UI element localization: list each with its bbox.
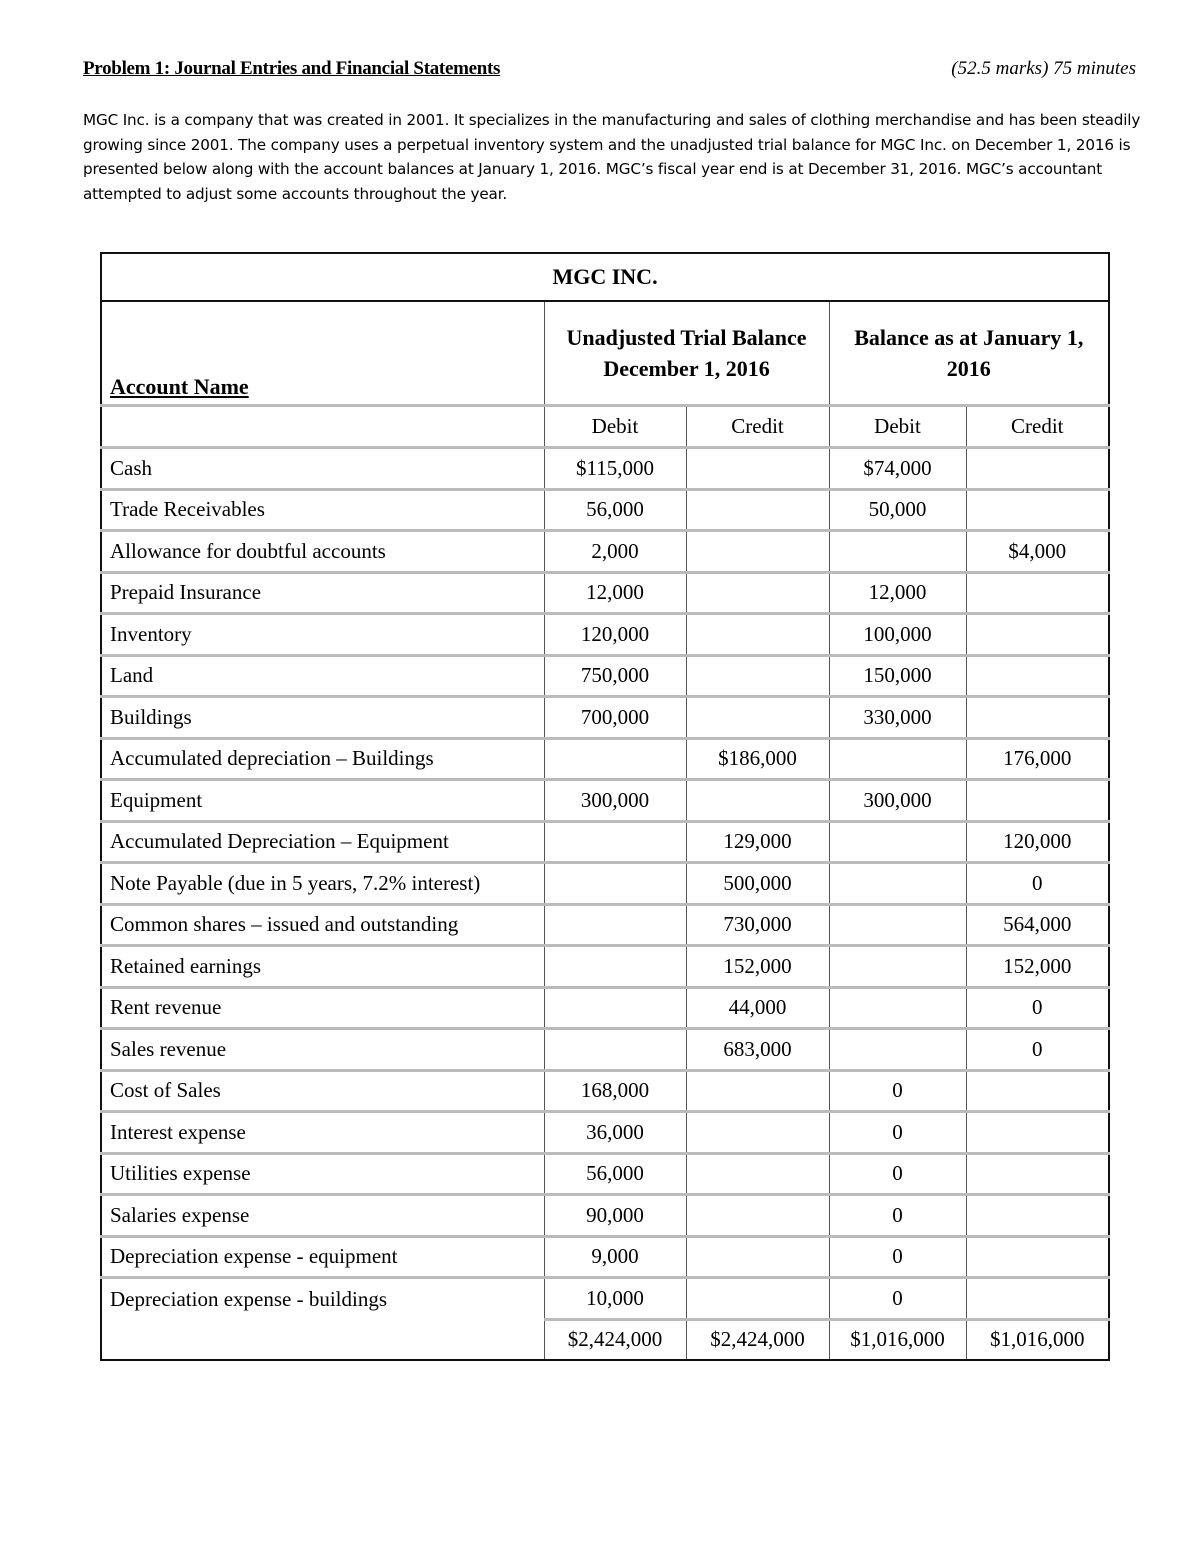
account-name-header-label: Account Name	[110, 374, 249, 399]
account-name-cell: Interest expense	[101, 1112, 544, 1154]
account-name-cell: Depreciation expense - buildings	[101, 1278, 544, 1320]
dec-credit-cell: 500,000	[686, 863, 829, 905]
jan-debit-cell: 300,000	[829, 780, 966, 822]
table-row	[101, 1236, 1109, 1278]
jan-debit-cell: 12,000	[829, 572, 966, 614]
account-name-cell: Buildings	[101, 697, 544, 739]
account-name-cell: Retained earnings	[101, 946, 544, 988]
dec-credit-cell	[686, 1195, 829, 1237]
jan-credit-cell	[966, 780, 1109, 822]
account-name-cell: Note Payable (due in 5 years, 7.2% interest)	[101, 863, 544, 905]
dec-credit-cell	[686, 448, 829, 490]
dec-credit-cell	[686, 780, 829, 822]
dec-credit-cell	[686, 1153, 829, 1195]
account-name-header	[101, 301, 544, 406]
dec-credit-cell: 683,000	[686, 1029, 829, 1071]
totals-row	[101, 1319, 1109, 1360]
dec-credit-cell	[686, 572, 829, 614]
jan-debit-cell: 0	[829, 1112, 966, 1154]
dec-debit-cell: 56,000	[544, 1153, 686, 1195]
dec-debit-cell: 10,000	[544, 1278, 686, 1320]
account-name-cell: Inventory	[101, 614, 544, 656]
total-dec-credit: $2,424,000	[686, 1319, 829, 1360]
jan-credit-cell: 0	[966, 863, 1109, 905]
jan-credit-cell: 176,000	[966, 738, 1109, 780]
balance-jan1-header: Balance as at January 1, 2016	[829, 301, 1109, 406]
dec-credit-cell	[686, 697, 829, 739]
intro-paragraph: MGC Inc. is a company that was created in 2001. It specializes in the manufacturing and sales of clothing merchandise and has been steadily growing since 2001. The company uses a perpetual inventory system and the unadjusted trial balance for MGC Inc. on December 1, 2016 is presented below along with the account balances at January 1, 2016. MGC’s fiscal year end is at December 31, 2016. MGC’s accountant attempted to adjust some accounts throughout the year.	[83, 111, 1141, 203]
jan-credit-cell	[966, 1112, 1109, 1154]
account-name-cell: Utilities expense	[101, 1153, 544, 1195]
account-name-cell: Prepaid Insurance	[101, 572, 544, 614]
dec-debit-cell: 36,000	[544, 1112, 686, 1154]
debit-credit-header-row	[101, 406, 1109, 448]
table-row	[101, 1153, 1109, 1195]
dec-credit-cell: 730,000	[686, 904, 829, 946]
dec-credit-cell	[686, 1278, 829, 1320]
table-row	[101, 531, 1109, 573]
jan-debit-cell: 150,000	[829, 655, 966, 697]
blank-header-cell	[101, 406, 544, 448]
account-name-cell: Rent revenue	[101, 987, 544, 1029]
account-name-cell: Cash	[101, 448, 544, 490]
problem-header	[83, 58, 1138, 84]
table-row	[101, 946, 1109, 988]
dec-debit-cell: $115,000	[544, 448, 686, 490]
dec-debit-cell	[544, 1029, 686, 1071]
jan-credit-cell: 120,000	[966, 821, 1109, 863]
account-name-cell: Trade Receivables	[101, 489, 544, 531]
jan-credit-cell	[966, 697, 1109, 739]
jan-credit-cell	[966, 655, 1109, 697]
dec-debit-header: Debit	[544, 406, 686, 448]
table-row	[101, 1070, 1109, 1112]
table-row	[101, 863, 1109, 905]
table-row	[101, 448, 1109, 490]
column-group-header-row	[101, 301, 1109, 406]
jan-credit-cell: 0	[966, 987, 1109, 1029]
jan-credit-header: Credit	[966, 406, 1109, 448]
dec-credit-cell	[686, 1236, 829, 1278]
dec-debit-cell	[544, 821, 686, 863]
jan-debit-cell: 330,000	[829, 697, 966, 739]
table-row	[101, 780, 1109, 822]
table-title-row	[101, 253, 1109, 301]
jan-credit-cell	[966, 1070, 1109, 1112]
dec-credit-cell: 44,000	[686, 987, 829, 1029]
table-row	[101, 655, 1109, 697]
jan-debit-cell	[829, 946, 966, 988]
jan-debit-cell	[829, 1029, 966, 1071]
account-name-cell: Land	[101, 655, 544, 697]
dec-credit-cell	[686, 531, 829, 573]
table-row	[101, 987, 1109, 1029]
jan-debit-cell	[829, 531, 966, 573]
dec-credit-cell	[686, 1070, 829, 1112]
problem-title: Problem 1: Journal Entries and Financial Statements	[83, 58, 501, 79]
company-name: MGC INC.	[101, 253, 1109, 301]
jan-credit-cell	[966, 489, 1109, 531]
account-name-cell: Accumulated depreciation – Buildings	[101, 738, 544, 780]
dec-credit-cell: 129,000	[686, 821, 829, 863]
dec-debit-cell: 9,000	[544, 1236, 686, 1278]
dec-debit-cell: 12,000	[544, 572, 686, 614]
jan-debit-cell	[829, 738, 966, 780]
dec-credit-cell	[686, 614, 829, 656]
jan-debit-cell: 100,000	[829, 614, 966, 656]
account-name-cell: Sales revenue	[101, 1029, 544, 1071]
table-row	[101, 614, 1109, 656]
jan-debit-cell	[829, 821, 966, 863]
total-dec-debit: $2,424,000	[544, 1319, 686, 1360]
dec-credit-cell	[686, 1112, 829, 1154]
dec-debit-cell	[544, 987, 686, 1029]
jan-credit-cell	[966, 614, 1109, 656]
table-row	[101, 489, 1109, 531]
jan-debit-cell: 0	[829, 1278, 966, 1320]
jan-credit-cell	[966, 1278, 1109, 1320]
account-name-cell: Depreciation expense - equipment	[101, 1236, 544, 1278]
totals-label-cell	[101, 1319, 544, 1360]
jan-credit-cell: 564,000	[966, 904, 1109, 946]
account-name-cell: Allowance for doubtful accounts	[101, 531, 544, 573]
dec-debit-cell: 750,000	[544, 655, 686, 697]
jan-credit-cell: $4,000	[966, 531, 1109, 573]
jan-debit-cell: 0	[829, 1195, 966, 1237]
account-name-cell: Common shares – issued and outstanding	[101, 904, 544, 946]
jan-debit-cell: 0	[829, 1070, 966, 1112]
dec-credit-cell: 152,000	[686, 946, 829, 988]
dec-debit-cell	[544, 904, 686, 946]
table-row	[101, 1029, 1109, 1071]
table-row	[101, 697, 1109, 739]
table-row	[101, 1195, 1109, 1237]
jan-debit-cell	[829, 987, 966, 1029]
jan-credit-cell	[966, 572, 1109, 614]
account-name-cell: Equipment	[101, 780, 544, 822]
dec-credit-header: Credit	[686, 406, 829, 448]
table-row	[101, 572, 1109, 614]
dec-debit-cell: 168,000	[544, 1070, 686, 1112]
dec-debit-cell	[544, 946, 686, 988]
dec-debit-cell: 300,000	[544, 780, 686, 822]
table-row	[101, 1278, 1109, 1320]
jan-credit-cell: 0	[966, 1029, 1109, 1071]
total-jan-debit: $1,016,000	[829, 1319, 966, 1360]
table-row	[101, 738, 1109, 780]
jan-credit-cell	[966, 1153, 1109, 1195]
dec-credit-cell	[686, 489, 829, 531]
dec-debit-cell: 2,000	[544, 531, 686, 573]
table-row	[101, 821, 1109, 863]
dec-credit-cell: $186,000	[686, 738, 829, 780]
marks-time: (52.5 marks) 75 minutes	[951, 58, 1136, 79]
jan-debit-header: Debit	[829, 406, 966, 448]
jan-credit-cell	[966, 1236, 1109, 1278]
jan-debit-cell	[829, 904, 966, 946]
dec-debit-cell: 700,000	[544, 697, 686, 739]
table-row	[101, 904, 1109, 946]
jan-credit-cell	[966, 1195, 1109, 1237]
dec-credit-cell	[686, 655, 829, 697]
jan-credit-cell	[966, 448, 1109, 490]
table-row	[101, 1112, 1109, 1154]
jan-debit-cell: 0	[829, 1153, 966, 1195]
jan-debit-cell: 0	[829, 1236, 966, 1278]
account-name-cell: Accumulated Depreciation – Equipment	[101, 821, 544, 863]
dec-debit-cell: 120,000	[544, 614, 686, 656]
dec-debit-cell	[544, 863, 686, 905]
jan-debit-cell	[829, 863, 966, 905]
dec-debit-cell: 56,000	[544, 489, 686, 531]
jan-debit-cell: 50,000	[829, 489, 966, 531]
dec-debit-cell: 90,000	[544, 1195, 686, 1237]
jan-debit-cell: $74,000	[829, 448, 966, 490]
trial-balance-table	[100, 252, 1110, 1361]
jan-credit-cell: 152,000	[966, 946, 1109, 988]
account-name-cell: Cost of Sales	[101, 1070, 544, 1112]
account-name-cell: Salaries expense	[101, 1195, 544, 1237]
total-jan-credit: $1,016,000	[966, 1319, 1109, 1360]
dec-debit-cell	[544, 738, 686, 780]
unadjusted-dec1-header: Unadjusted Trial Balance December 1, 2016	[544, 301, 829, 406]
